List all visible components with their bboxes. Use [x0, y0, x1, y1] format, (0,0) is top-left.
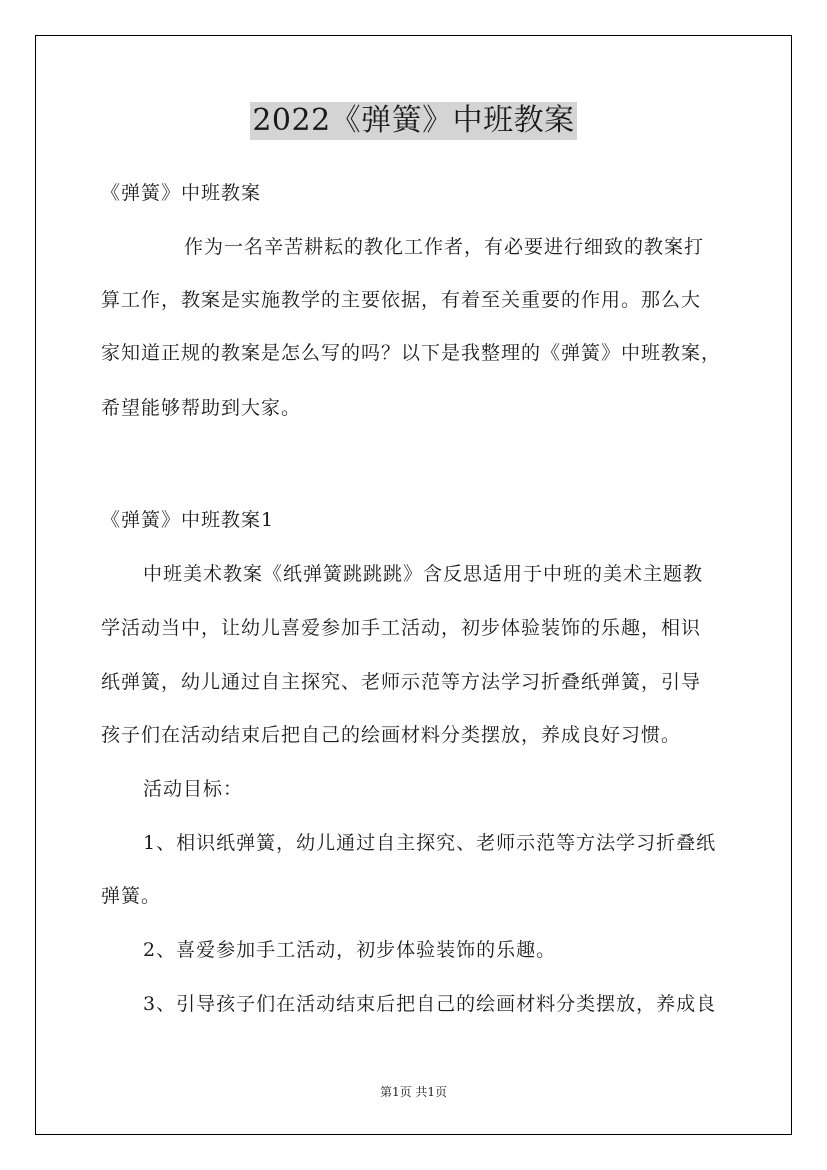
goal-item: 2、喜爱参加手工活动，初步体验装饰的乐趣。 — [143, 939, 557, 961]
document-title: 2022《弹簧》中班教案 — [252, 103, 575, 138]
paragraph-line: 作为一名辛苦耕耘的教化工作者，有必要进行细致的教案打 — [184, 236, 705, 258]
page-number-footer: 第1页 共1页 — [379, 1085, 448, 1099]
section-heading: 《弹簧》中班教案1 — [101, 509, 275, 531]
paragraph-line: 纸弹簧，幼儿通过自主探究、老师示范等方法学习折叠纸弹簧，引导 — [101, 671, 702, 693]
goal-item-continuation: 弹簧。 — [101, 885, 162, 907]
goal-item: 3、引导孩子们在活动结束后把自己的绘画材料分类摆放，养成良 — [143, 993, 717, 1015]
paragraph-line: 中班美术教案《纸弹簧跳跳跳》含反思适用于中班的美术主题教 — [143, 563, 704, 585]
subtitle-line: 《弹簧》中班教案 — [101, 182, 262, 204]
paragraph-line: 孩子们在活动结束后把自己的绘画材料分类摆放，养成良好习惯。 — [101, 724, 682, 746]
goal-item: 1、相识纸弹簧，幼儿通过自主探究、老师示范等方法学习折叠纸 — [143, 832, 717, 854]
paragraph-line: 算工作，教案是实施教学的主要依据，有着至关重要的作用。那么大 — [101, 289, 702, 311]
paragraph-line: 希望能够帮助到大家。 — [101, 397, 302, 419]
paragraph-line: 学活动当中，让幼儿喜爱参加手工活动，初步体验装饰的乐趣，相识 — [101, 617, 702, 639]
paragraph-line: 家知道正规的教案是怎么写的吗？以下是我整理的《弹簧》中班教案， — [101, 342, 722, 364]
document-title-wrap — [0, 102, 827, 140]
activity-goals-heading: 活动目标： — [143, 778, 244, 800]
